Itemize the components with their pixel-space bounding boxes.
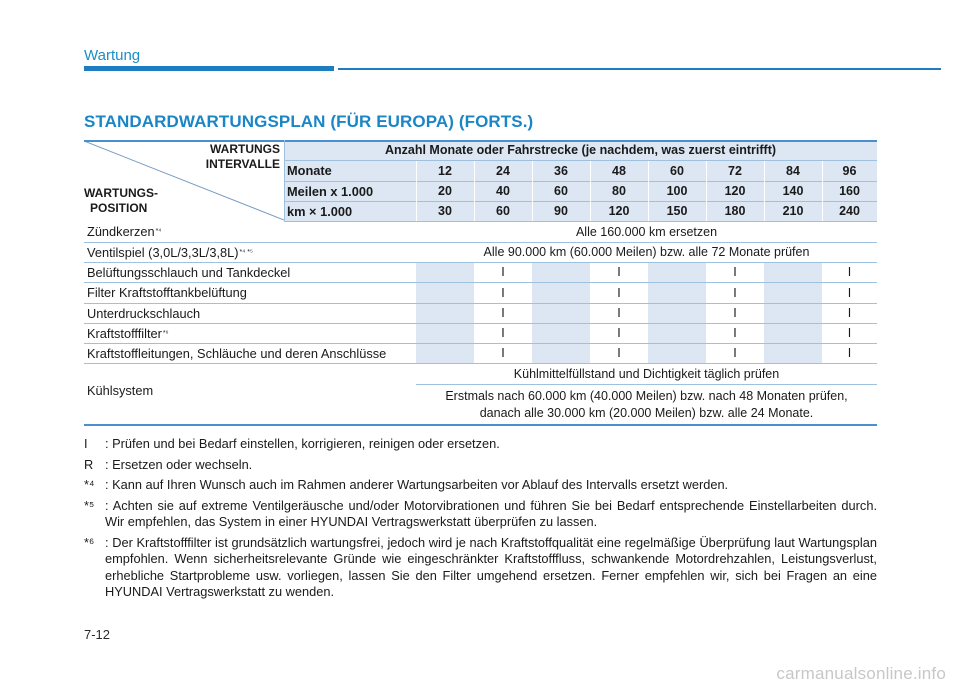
interval-value: 180	[706, 201, 764, 221]
footnote-text: : Achten sie auf extreme Ventilgeräusche und/oder Motorvibrationen und führen Sie bei Bedarf entsprechende Einstellarbeiten durch. Wir empfehlen, das System in einer HYUNDAI Vertragswerkstatt überprüfen zu lassen.	[105, 497, 877, 529]
inspection-mark	[764, 282, 822, 303]
table-row	[84, 242, 877, 262]
table-row	[84, 363, 877, 425]
table-rule	[84, 363, 877, 364]
item-label	[84, 221, 416, 242]
footnote-text: : Ersetzen oder wechseln.	[105, 456, 253, 472]
footnote	[84, 457, 877, 474]
interval-value: 48	[590, 160, 648, 181]
table-row	[84, 221, 877, 242]
header-column-divider	[648, 161, 649, 221]
inspection-mark	[764, 303, 822, 323]
table-rule	[284, 221, 877, 222]
inspection-mark	[532, 343, 590, 363]
inspection-mark: I	[501, 306, 505, 320]
inspection-mark: I	[617, 326, 621, 340]
interval-value: 80	[590, 181, 648, 201]
interval-value: 60	[648, 160, 706, 181]
header-column-divider	[474, 161, 475, 221]
interval-row	[84, 201, 877, 221]
inspection-mark	[532, 282, 590, 303]
corner-top-line: INTERVALLE	[205, 157, 280, 171]
coolant-interval-line: Erstmals nach 60.000 km (40.000 Meilen) bzw. nach 48 Monaten prüfen,	[445, 389, 848, 403]
table-row	[84, 282, 877, 303]
inspection-mark	[416, 282, 474, 303]
page-number: 7-12	[84, 627, 111, 642]
coolant-daily-check: Kühlmittelfüllstand und Dichtigkeit täglich prüfen	[513, 366, 780, 381]
footnote-text: : Prüfen und bei Bedarf einstellen, korrigieren, reinigen oder ersetzen.	[105, 436, 500, 451]
item-label-text: Unterdruckschlauch	[87, 305, 201, 321]
inspection-mark: I	[733, 285, 737, 300]
table-rule	[84, 282, 877, 283]
span-header: Anzahl Monate oder Fahrstrecke (je nachdem, was zuerst eintrifft)	[284, 140, 877, 160]
interval-value: 160	[822, 181, 877, 201]
table-row	[84, 343, 877, 363]
interval-row	[84, 181, 877, 201]
interval-label: Monate	[284, 160, 416, 181]
header-column-divider	[532, 161, 533, 221]
inspection-mark	[764, 323, 822, 343]
item-label	[84, 242, 416, 262]
inspection-mark: I	[617, 285, 621, 300]
footnote-ref: *⁶	[162, 329, 169, 337]
footnote-marker: *⁶	[84, 534, 95, 550]
coolant-interval	[416, 385, 877, 425]
interval-value: 120	[590, 201, 648, 221]
inspection-mark	[416, 343, 474, 363]
item-label	[84, 343, 416, 363]
footnote	[84, 477, 877, 494]
footnote	[84, 535, 877, 601]
inspection-mark: I	[847, 306, 852, 320]
header-column-divider	[590, 161, 591, 221]
interval-value: 72	[706, 160, 764, 181]
footnote-marker: I	[84, 436, 88, 451]
interval-value: 60	[532, 181, 590, 201]
footnote	[84, 436, 877, 453]
interval-value: 24	[474, 160, 532, 181]
item-label	[84, 363, 416, 425]
interval-value: 36	[532, 160, 590, 181]
item-span-value: Alle 160.000 km ersetzen	[575, 224, 718, 239]
inspection-mark: I	[847, 346, 852, 360]
inspection-mark: I	[501, 265, 505, 279]
interval-value: 120	[706, 181, 764, 201]
item-label-text: Ventilspiel (3,0L/3,3L/3,8L)	[87, 244, 239, 260]
inspection-mark	[532, 323, 590, 343]
footnote-marker: R	[84, 456, 94, 472]
corner-bottom-line: POSITION	[90, 201, 148, 215]
interval-label: km × 1.000	[284, 201, 416, 221]
notes-list	[84, 436, 877, 605]
header-column-divider	[706, 161, 707, 221]
interval-row	[84, 160, 877, 181]
item-label	[84, 323, 416, 343]
inspection-mark: I	[617, 346, 621, 360]
table-rule	[84, 242, 877, 243]
table-rule	[84, 140, 877, 142]
table-row	[84, 262, 877, 282]
section-label: Wartung	[84, 47, 141, 64]
item-label-text: Kraftstoffleitungen, Schläuche und deren Anschlüsse	[87, 345, 387, 361]
inspection-mark: I	[847, 326, 852, 340]
item-label-text: Kraftstofffilter	[87, 325, 162, 341]
table-row	[84, 323, 877, 343]
header-column-divider	[416, 161, 417, 221]
table-rule-bottom	[84, 424, 877, 426]
table-rule	[284, 160, 877, 161]
interval-label: Meilen x 1.000	[284, 181, 416, 201]
interval-value: 140	[764, 181, 822, 201]
coolant-interval-line: danach alle 30.000 km (20.000 Meilen) bzw. alle 24 Monate.	[479, 406, 814, 420]
inspection-mark	[648, 282, 706, 303]
inspection-mark: I	[733, 306, 737, 320]
corner-bottom-line: WARTUNGS-	[84, 186, 158, 200]
inspection-mark: I	[501, 326, 505, 340]
table-rule	[84, 343, 877, 344]
interval-value: 150	[648, 201, 706, 221]
interval-value: 60	[474, 201, 532, 221]
inspection-mark	[532, 303, 590, 323]
item-label-text: Belüftungsschlauch und Tankdeckel	[87, 264, 291, 280]
interval-value: 40	[474, 181, 532, 201]
interval-value: 96	[822, 160, 877, 181]
inspection-mark: I	[733, 346, 737, 360]
section-bar	[84, 66, 334, 71]
table-rule	[284, 201, 877, 202]
footnote-text: : Kann auf Ihren Wunsch auch im Rahmen anderer Wartungsarbeiten vor Ablauf des Intervalls ersetzt werden.	[105, 477, 729, 492]
inspection-mark	[648, 262, 706, 282]
item-label	[84, 262, 416, 282]
inspection-mark: I	[617, 306, 621, 320]
footnote-ref: *⁴ *⁵	[239, 248, 253, 256]
item-label-text: Kühlsystem	[87, 383, 154, 398]
interval-value: 210	[764, 201, 822, 221]
interval-value: 30	[416, 201, 474, 221]
page-title: STANDARDWARTUNGSPLAN (FÜR EUROPA) (FORTS.)	[84, 112, 534, 131]
footnote	[84, 498, 877, 531]
footnote-marker: *⁵	[84, 497, 95, 513]
inspection-mark: I	[847, 285, 852, 300]
inspection-mark	[416, 262, 474, 282]
inspection-mark	[648, 303, 706, 323]
header-column-divider	[764, 161, 765, 221]
watermark: carmanualsonline.info	[776, 664, 946, 683]
header-column-divider	[284, 140, 285, 221]
item-label-text: Zündkerzen	[87, 224, 155, 239]
table-rule	[84, 303, 877, 304]
inspection-mark: I	[733, 265, 737, 279]
inspection-mark: I	[733, 326, 737, 340]
inspection-mark	[532, 262, 590, 282]
corner-top-line: WARTUNGS	[210, 142, 280, 156]
item-span-value: Alle 90.000 km (60.000 Meilen) bzw. alle 72 Monate prüfen	[483, 245, 810, 259]
item-label	[84, 282, 416, 303]
inspection-mark: I	[501, 346, 505, 360]
inspection-mark	[648, 343, 706, 363]
section-rule	[338, 68, 941, 70]
footnote-ref: *⁴	[155, 228, 162, 235]
interval-value: 12	[416, 160, 474, 181]
inspection-mark: I	[847, 265, 852, 279]
table-rule	[284, 181, 877, 182]
header-column-divider	[822, 161, 823, 221]
inspection-mark	[416, 303, 474, 323]
inspection-mark	[648, 323, 706, 343]
interval-value: 240	[822, 201, 877, 221]
interval-value: 100	[648, 181, 706, 201]
inspection-mark	[416, 323, 474, 343]
table-rule	[84, 262, 877, 263]
interval-value: 84	[764, 160, 822, 181]
inspection-mark: I	[617, 265, 621, 279]
footnote-marker: *⁴	[84, 477, 95, 492]
table-row	[84, 303, 877, 323]
table-rule	[84, 323, 877, 324]
footnote-text: : Der Kraftstofffilter ist grundsätzlich wartungsfrei, jedoch wird je nach Kraftstoffqualität eine regelmäßige Überprüfung laut Wartungsplan empfohlen. Wenn sicherheitsrelevante Gründe wie eingeschränkter Kraftstofffluss, schwankende Motordrehzahlen, Leistungsverlust, erhebliche Startprobleme usw. vorliegen, lassen Sie den Filter umgehend ersetzen. Ferner empfehlen wir, sich bei Fragen an eine HYUNDAI Vertragswerkstatt zu wenden.	[105, 534, 877, 599]
item-label-text: Filter Kraftstofftankbelüftung	[87, 285, 247, 300]
item-label	[84, 303, 416, 323]
inspection-mark	[764, 343, 822, 363]
table-header-row	[84, 140, 877, 160]
interval-value: 20	[416, 181, 474, 201]
interval-value: 90	[532, 201, 590, 221]
inspection-mark: I	[501, 285, 505, 300]
inspection-mark	[764, 262, 822, 282]
